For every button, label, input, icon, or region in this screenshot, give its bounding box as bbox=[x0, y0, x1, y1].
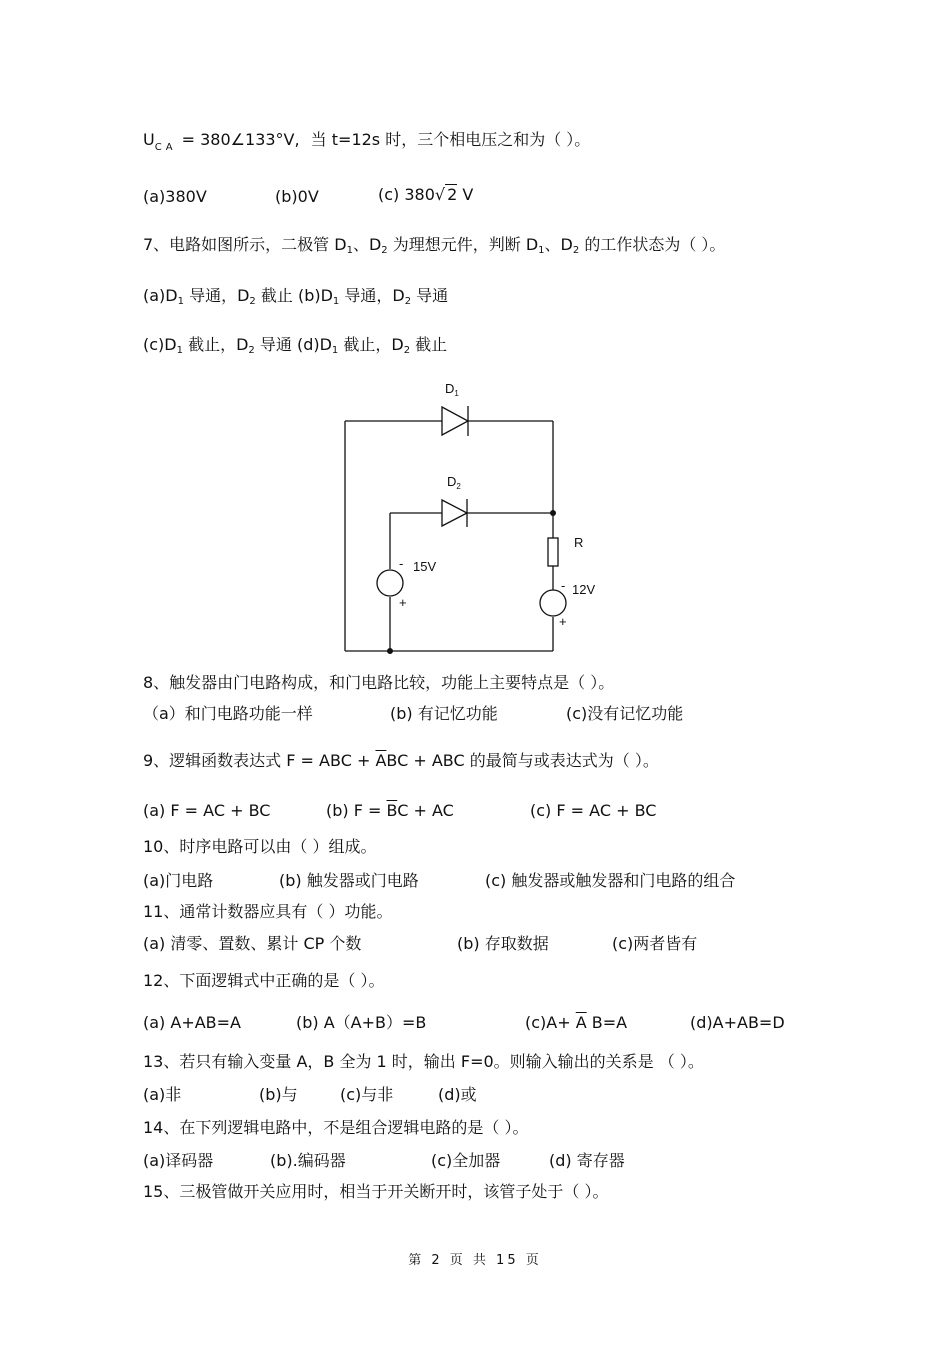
q6-voltage-line bbox=[143, 130, 590, 158]
subscript: 2 bbox=[249, 296, 256, 307]
q8-option-b: (b) 有记忆功能 bbox=[390, 704, 498, 723]
subscript: 2 bbox=[381, 245, 388, 256]
source1-value: 15V bbox=[413, 559, 437, 574]
q6-option-a: (a)380V bbox=[143, 187, 207, 206]
q12-option-c bbox=[525, 1013, 627, 1033]
q12-option-a: (a) A+AB=A bbox=[143, 1013, 241, 1032]
q9-option-a: (a) F = AC + BC bbox=[143, 801, 271, 820]
q13-option-a: (a)非 bbox=[143, 1085, 182, 1104]
q14-stem: 14、在下列逻辑电路中，不是组合逻辑电路的是（ ）。 bbox=[143, 1118, 529, 1137]
voltage-subscript: CA bbox=[154, 142, 177, 153]
q11-option-a: (a) 清零、置数、累计 CP 个数 bbox=[143, 934, 362, 953]
voltage-source-15v bbox=[377, 570, 403, 596]
q9-stem-part: 9、逻辑函数表达式 F = ABC + bbox=[143, 751, 376, 770]
option-text: B=A bbox=[586, 1013, 628, 1032]
q11-option-c: (c)两者皆有 bbox=[612, 934, 698, 953]
option-text: 导通 (d)D bbox=[254, 335, 332, 354]
subscript: 2 bbox=[248, 345, 255, 356]
q9-option-c: (c) F = AC + BC bbox=[530, 801, 657, 820]
q12-stem: 12、下面逻辑式中正确的是（ ）。 bbox=[143, 971, 385, 990]
option-text: (b) F = bbox=[326, 801, 387, 820]
q10-option-c: (c) 触发器或触发器和门电路的组合 bbox=[485, 871, 736, 890]
option-text: 截止，D bbox=[338, 335, 404, 354]
diode-d1-symbol bbox=[442, 407, 468, 435]
subscript: 2 bbox=[572, 245, 580, 256]
option-text: 截止 bbox=[410, 335, 448, 354]
subscript: 1 bbox=[176, 345, 183, 356]
q7-stem-part: 7、电路如图所示，二极管 D bbox=[143, 235, 347, 254]
option-text: 导通，D bbox=[183, 286, 250, 305]
subscript: 1 bbox=[331, 345, 339, 356]
diode-circuit-diagram bbox=[330, 372, 600, 662]
q8-option-c: (c)没有记忆功能 bbox=[566, 704, 684, 723]
source2-plus: + bbox=[559, 614, 567, 629]
sqrt-radicand: 2 bbox=[447, 185, 458, 204]
option-text: (a)D bbox=[143, 286, 178, 305]
q13-option-c: (c)与非 bbox=[340, 1085, 394, 1104]
subscript: 1 bbox=[177, 296, 184, 307]
q11-option-b: (b) 存取数据 bbox=[457, 934, 549, 953]
q7-stem-part: 为理想元件，判断 D bbox=[387, 235, 539, 254]
q12-option-d: (d)A+AB=D bbox=[690, 1013, 785, 1032]
voltage-symbol: U bbox=[143, 130, 155, 149]
q15-stem: 15、三极管做开关应用时，相当于开关断开时，该管子处于（ ）。 bbox=[143, 1182, 609, 1201]
source1-plus: + bbox=[399, 595, 407, 610]
q13-option-d: (d)或 bbox=[438, 1085, 477, 1104]
source2-value: 12V bbox=[572, 582, 596, 597]
voltage-expression: = 380∠133°V, bbox=[176, 130, 300, 149]
q8-stem: 8、触发器由门电路构成，和门电路比较，功能上主要特点是（ ）。 bbox=[143, 673, 615, 692]
sqrt-symbol: √ bbox=[434, 185, 446, 204]
junction-dot bbox=[387, 648, 393, 654]
q10-option-b: (b) 触发器或门电路 bbox=[279, 871, 419, 890]
page-number-footer: 第 2 页 共 15 页 bbox=[408, 1253, 542, 1268]
subscript: 2 bbox=[404, 296, 412, 307]
option-text: (c)D bbox=[143, 335, 177, 354]
d1-label: $D_1$ bbox=[445, 381, 459, 398]
q14-option-c: (c)全加器 bbox=[431, 1151, 501, 1170]
q7-options-ab bbox=[143, 286, 448, 312]
q6-condition: 当 t=12s 时，三个相电压之和为（ ）。 bbox=[310, 130, 591, 149]
diode-d2-symbol bbox=[442, 500, 467, 526]
q7-stem-part: 、D bbox=[352, 235, 382, 254]
q10-option-a: (a)门电路 bbox=[143, 871, 214, 890]
q14-option-b: (b).编码器 bbox=[270, 1151, 346, 1170]
q9-stem-part: BC + ABC 的最简与或表达式为（ ）。 bbox=[386, 751, 659, 770]
q14-option-d: (d) 寄存器 bbox=[549, 1151, 625, 1170]
resistor bbox=[548, 538, 558, 566]
option-text: 导通，D bbox=[339, 286, 405, 305]
subscript: 1 bbox=[538, 245, 545, 256]
option-text: 导通 bbox=[411, 286, 449, 305]
overline-variable: $\overline{B}$ bbox=[386, 801, 398, 820]
resistor-label: R bbox=[574, 535, 584, 550]
q11-stem: 11、通常计数器应具有（ ）功能。 bbox=[143, 902, 393, 921]
q14-option-a: (a)译码器 bbox=[143, 1151, 214, 1170]
junction-dot bbox=[550, 510, 556, 516]
q13-option-b: (b)与 bbox=[259, 1085, 298, 1104]
q7-stem bbox=[143, 235, 725, 261]
option-text: (c)A+ bbox=[525, 1013, 576, 1032]
overline-variable: $\overline{A}$ bbox=[375, 751, 387, 770]
q7-stem-part: 的工作状态为（ ）。 bbox=[579, 235, 726, 254]
q10-stem: 10、时序电路可以由（ ）组成。 bbox=[143, 837, 377, 856]
q6-option-c-prefix: (c) 380 bbox=[378, 185, 435, 204]
q9-option-b bbox=[326, 801, 454, 821]
subscript: 1 bbox=[346, 245, 353, 256]
q7-stem-part: 、D bbox=[544, 235, 573, 254]
voltage-source-12v bbox=[540, 590, 566, 616]
source2-minus: - bbox=[561, 578, 566, 593]
q9-stem bbox=[143, 751, 659, 771]
q13-stem: 13、若只有输入变量 A，B 全为 1 时，输出 F=0。则输入输出的关系是 （ ）。 bbox=[143, 1052, 704, 1071]
q12-option-b: (b) A（A+B）=B bbox=[296, 1013, 427, 1032]
option-text: 截止 (b)D bbox=[255, 286, 333, 305]
q8-option-a: （a）和门电路功能一样 bbox=[143, 704, 313, 723]
source1-minus: - bbox=[399, 556, 404, 571]
q6-option-c-unit: V bbox=[457, 185, 474, 204]
d2-label: $D_2$ bbox=[447, 474, 461, 491]
q7-options-cd bbox=[143, 335, 447, 361]
q6-option-c bbox=[378, 185, 473, 205]
subscript: 2 bbox=[403, 345, 411, 356]
overline-variable: $\overline{A}$ bbox=[575, 1013, 587, 1032]
option-text: C + AC bbox=[397, 801, 454, 820]
subscript: 1 bbox=[332, 296, 340, 307]
option-text: 截止，D bbox=[182, 335, 249, 354]
q6-option-b: (b)0V bbox=[275, 187, 319, 206]
